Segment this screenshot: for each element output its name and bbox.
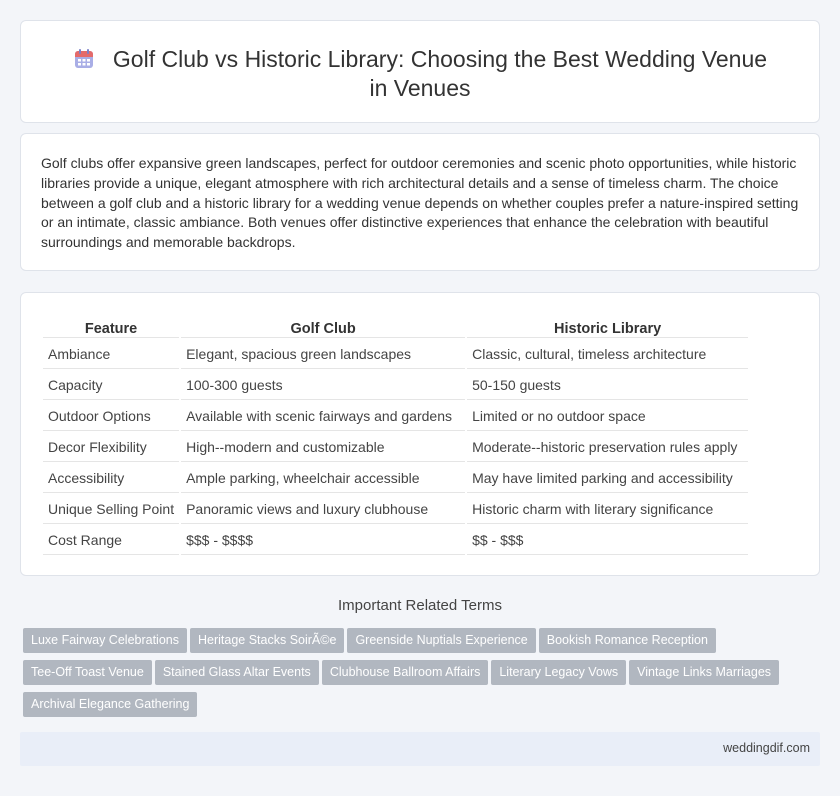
footer-site-link[interactable]: weddingdif.com [723, 741, 810, 755]
table-header-row [43, 315, 748, 338]
related-terms-list [23, 628, 823, 724]
table-row [43, 433, 748, 462]
page-title: Golf Club vs Historic Library: Choosing the Best Wedding Venue in Venues [112, 46, 768, 101]
term-tag[interactable]: Bookish Romance Reception [539, 628, 716, 653]
table-row [43, 371, 748, 400]
header-golf-club: Golf Club [181, 315, 465, 338]
header-card [20, 20, 820, 123]
table-row [43, 464, 748, 493]
term-tag[interactable]: Tee-Off Toast Venue [23, 660, 152, 685]
intro-paragraph: Golf clubs offer expansive green landscapes, perfect for outdoor ceremonies and scenic photo opportunities, while historic libraries provide a unique, elegant atmosphere with rich architectural details and a sense of timeless charm. The choice between a golf club and a historic library for a wedding venue depends on whether couples prefer a nature-inspired setting or an intimate, classic ambiance. Both venues offer distinctive experiences that enhance the celebration with beautiful surroundings and memorable backdrops. [41, 155, 799, 251]
intro-card [20, 133, 820, 271]
table-row [43, 495, 748, 524]
term-tag[interactable]: Literary Legacy Vows [491, 660, 626, 685]
footer [20, 732, 820, 766]
historic-library-cell: Classic, cultural, timeless architecture [467, 340, 748, 369]
comparison-card [20, 292, 820, 576]
term-tag[interactable]: Heritage Stacks SoirÃ©e [190, 628, 344, 653]
historic-library-cell: 50-150 guests [467, 371, 748, 400]
historic-library-cell: Moderate--historic preservation rules apply [467, 433, 748, 462]
term-tag[interactable]: Stained Glass Altar Events [155, 660, 319, 685]
feature-cell: Accessibility [43, 464, 179, 493]
title-wrap [21, 45, 819, 103]
comparison-table [41, 313, 750, 557]
related-terms-heading: Important Related Terms [338, 597, 502, 614]
golf-club-cell: High--modern and customizable [181, 433, 465, 462]
golf-club-cell: Available with scenic fairways and gardens [181, 402, 465, 431]
golf-club-cell: Elegant, spacious green landscapes [181, 340, 465, 369]
feature-cell: Unique Selling Point [43, 495, 179, 524]
term-tag[interactable]: Greenside Nuptials Experience [347, 628, 535, 653]
table-row [43, 340, 748, 369]
header-historic-library: Historic Library [467, 315, 748, 338]
golf-club-cell: 100-300 guests [181, 371, 465, 400]
feature-cell: Cost Range [43, 526, 179, 555]
feature-cell: Capacity [43, 371, 179, 400]
term-tag[interactable]: Archival Elegance Gathering [23, 692, 197, 717]
term-tag[interactable]: Clubhouse Ballroom Affairs [322, 660, 489, 685]
term-tag[interactable]: Luxe Fairway Celebrations [23, 628, 187, 653]
historic-library-cell: Limited or no outdoor space [467, 402, 748, 431]
header-feature: Feature [43, 315, 179, 338]
feature-cell: Decor Flexibility [43, 433, 179, 462]
golf-club-cell: Panoramic views and luxury clubhouse [181, 495, 465, 524]
feature-cell: Ambiance [43, 340, 179, 369]
historic-library-cell: $$ - $$$ [467, 526, 748, 555]
calendar-icon [73, 48, 95, 70]
historic-library-cell: Historic charm with literary significance [467, 495, 748, 524]
feature-cell: Outdoor Options [43, 402, 179, 431]
golf-club-cell: $$$ - $$$$ [181, 526, 465, 555]
historic-library-cell: May have limited parking and accessibility [467, 464, 748, 493]
term-tag[interactable]: Vintage Links Marriages [629, 660, 779, 685]
golf-club-cell: Ample parking, wheelchair accessible [181, 464, 465, 493]
table-row [43, 526, 748, 555]
table-row [43, 402, 748, 431]
